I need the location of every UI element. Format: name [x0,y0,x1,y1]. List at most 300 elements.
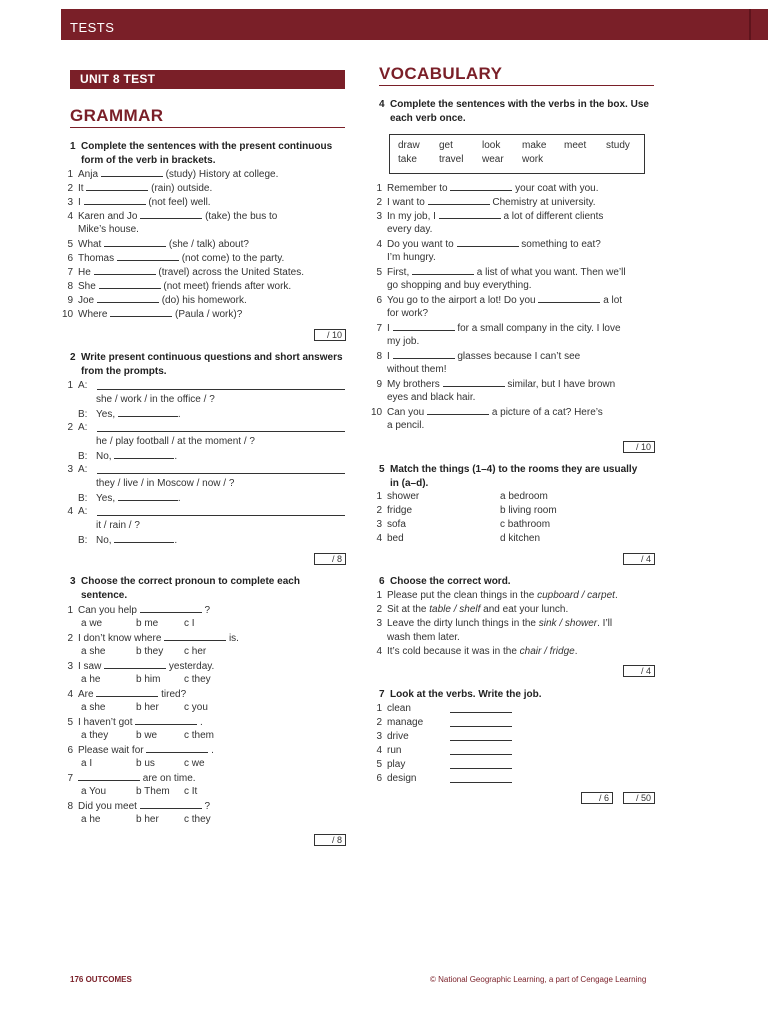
item-text: similar, but I have brown [507,379,616,390]
ex6-instructions [379,575,660,589]
ex6-item [371,645,577,659]
ex7-answer-line[interactable] [450,712,512,713]
item-text: a lot of different clients [503,211,604,222]
ex1-instruction-line2: form of the verb in brackets. [81,155,216,166]
item-text: Leave the dirty lunch things in the [387,618,539,629]
item-text: My brothers [387,379,440,390]
item-number: 5 [376,267,382,278]
box-word: travel [439,154,464,165]
ex7-answer-line[interactable] [450,782,512,783]
ex1-blank[interactable] [84,195,146,205]
short-answer-start: No, [96,451,112,462]
ex3-blank[interactable] [140,799,202,809]
option-c[interactable]: c we [184,758,205,769]
ex7-item [371,744,401,758]
item-text: are on time. [142,773,196,784]
item-text: Where [78,309,108,320]
ex1-item [62,195,211,210]
verb-text: play [387,759,406,770]
ex4-item [371,195,596,210]
ex1-item [62,279,291,294]
item-text: for a small company in the city. I love [457,323,621,334]
ex2-instruction-line2: from the prompts. [81,366,167,377]
item-text: something to eat? [521,239,601,250]
item-text: Anja [78,169,99,180]
ex4-blank[interactable] [427,405,489,415]
item-number: 4 [376,239,382,250]
option-b[interactable]: b we [136,730,158,741]
option-b[interactable]: b her [136,702,159,713]
ex7-item [371,716,423,730]
header-banner [61,9,768,40]
item-number: 5 [376,759,382,770]
ex2-short-answer-blank[interactable] [118,491,178,501]
total-score-box: / 50 [623,792,655,804]
item-number: 6 [376,773,382,784]
option-c[interactable]: c they [184,674,211,685]
ex5-room: b living room [500,505,557,516]
ex2-instruction-line1: Write present continuous questions and short answers [81,352,343,363]
item-text: a picture of a cat? Here’s [491,407,603,418]
word-choice[interactable]: cupboard / carpet [537,590,615,601]
option-b[interactable]: b her [136,814,159,825]
option-b[interactable]: b they [136,646,164,657]
item-text: (not meet) friends after work. [163,281,292,292]
option-c[interactable]: c you [184,702,208,713]
ex7-answer-line[interactable] [450,754,512,755]
ex1-instructions [70,140,351,168]
ex4-blank[interactable] [443,377,505,387]
ex3-instruction-line2: sentence. [81,590,128,601]
ex4-item [371,223,432,237]
ex3-item [62,631,239,646]
item-text: Are [78,689,94,700]
vocabulary-title: VOCABULARY [379,64,503,83]
ex4-instructions [379,98,660,126]
option-a[interactable]: a he [81,814,101,825]
ex4-blank[interactable] [428,195,490,205]
item-text: (not come) to the party. [181,253,285,264]
ex4-score-box: / 10 [623,441,655,453]
item-number: 2 [376,604,382,615]
ex2-line-a [62,379,96,393]
short-answer-start: Yes, [96,493,116,504]
item-text: I haven’t got [78,717,133,728]
item-number: 4 [376,646,382,657]
word-choice[interactable]: sink / shower [538,618,598,629]
item-text: (take) the bus to [205,211,278,222]
box-word: take [398,154,417,165]
ex2-prompt: it / rain / ? [96,520,140,531]
footer-copyright: © National Geographic Learning, a part of Cengage Learning [430,975,647,984]
footer-page-number: 176 OUTCOMES [70,975,132,984]
item-number: 3 [376,211,382,222]
item-number: 4 [67,689,73,700]
ex3-blank[interactable] [78,771,140,781]
box-word: look [482,140,501,151]
ex4-blank[interactable] [412,265,474,275]
speaker-a-label: A: [78,422,88,433]
item-text: (she / talk) about? [168,239,249,250]
option-a[interactable]: a he [81,674,101,685]
item-number: 9 [67,295,73,306]
item-text: I’m hungry. [387,252,436,263]
ex2-short-answer-blank[interactable] [114,533,174,543]
item-number: 4 [376,533,382,544]
ex4-item [371,321,621,336]
item-text: without them! [387,364,447,375]
banner-divider [749,9,751,40]
box-word: get [439,140,453,151]
option-a[interactable]: a they [81,730,109,741]
ex4-instruction-line2: each verb once. [390,113,466,124]
verb-text: drive [387,731,409,742]
unit-bar [70,70,345,89]
thing-text: shower [387,491,420,502]
ex1-instruction-line1: Complete the sentences with the present continuous [81,141,333,152]
ex7-instructions [379,688,660,702]
ex3-item [62,799,210,814]
short-answer-start: No, [96,535,112,546]
box-word: study [606,140,630,151]
ex3-item [62,659,214,674]
ex4-item [371,251,436,265]
ex5-room: a bedroom [500,491,548,502]
ex4-blank[interactable] [450,181,512,191]
ex7-number: 7 [379,689,385,700]
ex5-instruction-line2: in (a–d). [390,478,429,489]
item-text: What [78,239,102,250]
ex3-blank[interactable] [164,631,226,641]
ex6-item [371,589,618,603]
ex6-item [371,617,612,631]
ex7-score-box: / 6 [581,792,613,804]
ex5-thing [371,518,406,532]
option-a[interactable]: a You [81,786,107,797]
thing-text: sofa [387,519,406,530]
item-text: your coat with you. [515,183,599,194]
ex2-line-a [62,421,96,435]
item-number: 5 [67,239,73,250]
verb-text: design [387,773,417,784]
short-answer-start: Yes, [96,409,116,420]
item-text: and eat your lunch. [480,604,569,615]
ex4-blank[interactable] [439,209,501,219]
item-number: 3 [376,731,382,742]
header-title: TESTS [70,20,115,35]
item-text: You go to the airport a lot! Do you [387,295,536,306]
item-text: I saw [78,661,102,672]
item-text: I [387,351,390,362]
item-text: It [78,183,84,194]
item-text: Can you [387,407,425,418]
option-b[interactable]: b me [136,618,159,629]
box-word: make [522,140,547,151]
ex4-instruction-line1: Complete the sentences with the verbs in the box. Use [390,99,649,110]
ex3-score-box: / 8 [314,834,346,846]
item-text: First, [387,267,410,278]
option-b[interactable]: b him [136,674,161,685]
item-text: Did you meet [78,801,137,812]
item-text: I [78,197,81,208]
ex3-item [62,715,203,730]
item-number: 6 [376,295,382,306]
item-text: every day. [387,224,433,235]
ex4-item [371,363,446,377]
option-a[interactable]: a I [81,758,93,769]
ex2-short-answer-blank[interactable] [114,449,174,459]
ex4-item [371,181,599,196]
item-number: 4 [67,506,73,517]
ex2-line-b: B: Yes, . [78,409,181,420]
option-a[interactable]: a we [81,618,103,629]
grammar-rule [70,127,345,128]
item-text: Joe [78,295,95,306]
option-c[interactable]: c I [184,618,195,629]
item-text: Chemistry at university. [492,197,596,208]
item-number: 2 [376,197,382,208]
ex1-item [62,265,304,280]
ex2-line-b: B: Yes, . [78,493,181,504]
ex2-answer-line[interactable] [97,389,345,390]
item-number: 1 [67,605,73,616]
thing-text: bed [387,533,404,544]
item-text: Remember to [387,183,448,194]
item-text: yesterday. [168,661,215,672]
item-number: 7 [67,267,73,278]
ex3-blank[interactable] [140,603,202,613]
item-number: 2 [376,717,382,728]
item-text: In my job, I [387,211,436,222]
item-number: 4 [67,211,73,222]
ex6-number: 6 [379,576,385,587]
ex4-item [371,209,603,224]
ex4-blank[interactable] [393,349,455,359]
ex2-answer-line[interactable] [97,473,345,474]
item-text: a pencil. [387,420,425,431]
item-number: 1 [376,491,382,502]
verb-text: run [387,745,402,756]
box-word: meet [564,140,587,151]
item-number: 3 [67,464,73,475]
item-text: Mike’s house. [78,224,139,235]
ex3-instructions [70,575,351,603]
ex1-item [62,251,284,266]
ex5-thing [371,490,419,504]
ex2-prompt: he / play football / at the moment / ? [96,436,255,447]
ex3-number: 3 [70,576,76,587]
ex1-number: 1 [70,141,76,152]
ex7-item [371,758,405,772]
option-a[interactable]: a she [81,702,106,713]
item-text: I don’t know where [78,633,162,644]
option-c[interactable]: c they [184,814,211,825]
ex1-item [62,307,242,322]
item-text: is. [228,633,239,644]
item-text: . [614,590,618,601]
item-number: 3 [376,618,382,629]
item-number: 1 [376,590,382,601]
ex2-instructions [70,351,351,379]
item-number: 2 [67,183,73,194]
box-word: draw [398,140,420,151]
item-number: 8 [67,801,73,812]
ex3-blank[interactable] [96,687,158,697]
ex4-item [371,279,532,293]
item-text: (travel) across the United States. [158,267,304,278]
verb-word-box [389,134,645,174]
ex4-item [371,335,419,349]
ex4-item [371,405,603,420]
ex2-answer-line[interactable] [97,431,345,432]
ex4-item [371,265,626,280]
speaker-b-label: B: [78,493,88,504]
item-number: 3 [376,519,382,530]
option-a[interactable]: a she [81,646,106,657]
item-number: 6 [67,253,73,264]
item-text: tired? [161,689,187,700]
ex6-instruction-line: Choose the correct word. [390,576,511,587]
ex2-line-b: B: No, . [78,535,178,546]
ex4-item [371,293,622,308]
ex2-line-b: B: No, . [78,451,178,462]
item-text: I want to [387,197,425,208]
ex5-instruction-line1: Match the things (1–4) to the rooms they are usually [390,464,638,475]
item-number: 1 [376,703,382,714]
ex2-short-answer-blank[interactable] [118,407,178,417]
item-text: Please put the clean things in the [387,590,538,601]
item-text: (Paula / work)? [175,309,243,320]
item-text: . [200,717,203,728]
ex3-blank[interactable] [146,743,208,753]
ex4-blank[interactable] [393,321,455,331]
speaker-b-label: B: [78,409,88,420]
item-number: 7 [376,323,382,334]
ex1-blank[interactable] [97,293,159,303]
item-number: 3 [67,197,73,208]
option-c[interactable]: c her [184,646,207,657]
speaker-a-label: A: [78,380,88,391]
ex4-item [371,377,615,392]
ex7-answer-line[interactable] [450,726,512,727]
item-text: (not feel) well. [148,197,211,208]
vocabulary-rule [379,85,654,86]
verb-text: clean [387,703,411,714]
item-text: wash them later. [387,632,460,643]
item-number: 8 [67,281,73,292]
ex3-item [62,743,214,758]
ex1-blank[interactable] [99,279,161,289]
item-number: 9 [376,379,382,390]
option-b[interactable]: b us [136,758,155,769]
item-text: Thomas [78,253,115,264]
item-number: 8 [376,351,382,362]
ex2-prompt: they / live / in Moscow / now / ? [96,478,235,489]
ex7-item [371,730,409,744]
ex3-blank[interactable] [104,659,166,669]
item-number: 1 [67,169,73,180]
item-text: . I’ll [597,618,613,629]
item-number: 2 [67,422,73,433]
ex1-blank[interactable] [117,251,179,261]
ex1-blank[interactable] [104,237,166,247]
ex4-item [371,349,580,364]
ex1-blank[interactable] [86,181,148,191]
item-text: (do) his homework. [161,295,247,306]
item-number: 1 [67,380,73,391]
ex7-answer-line[interactable] [450,768,512,769]
item-text: ? [204,801,211,812]
ex2-number: 2 [70,352,76,363]
ex3-instruction-line1: Choose the correct pronoun to complete each [81,576,300,587]
item-text: (study) History at college. [165,169,279,180]
item-number: 6 [67,745,73,756]
item-text: She [78,281,96,292]
ex4-blank[interactable] [538,293,600,303]
item-text: my job. [387,336,420,347]
ex4-item [371,307,428,321]
item-text: Sit at the [387,604,430,615]
option-c[interactable]: c them [184,730,215,741]
item-text: for work? [387,308,429,319]
ex1-item [62,167,278,182]
ex6-score-box: / 4 [623,665,655,677]
ex1-blank[interactable] [140,209,202,219]
speaker-a-label: A: [78,464,88,475]
item-number: 2 [376,505,382,516]
ex1-blank[interactable] [94,265,156,275]
ex2-line-a [62,505,96,519]
item-text: He [78,267,91,278]
ex1-blank[interactable] [110,307,172,317]
box-word: wear [482,154,504,165]
word-choice[interactable]: table / shelf [429,604,481,615]
unit-label: UNIT 8 TEST [80,72,156,86]
item-number: 10 [62,309,74,320]
ex4-item [371,419,424,433]
item-text: ? [204,605,211,616]
speaker-a-label: A: [78,506,88,517]
word-choice[interactable]: chair / fridge [519,646,575,657]
item-number: 10 [371,407,383,418]
item-text: I [387,323,390,334]
ex3-item [62,771,196,786]
speaker-b-label: B: [78,451,88,462]
ex2-answer-line[interactable] [97,515,345,516]
ex4-item [371,391,475,405]
ex2-line-a [62,463,96,477]
item-number: 4 [376,745,382,756]
ex3-blank[interactable] [135,715,197,725]
ex7-item [371,772,416,786]
ex7-answer-line[interactable] [450,740,512,741]
item-number: 3 [67,661,73,672]
ex1-score-box: / 10 [314,329,346,341]
item-number: 2 [67,633,73,644]
ex1-blank[interactable] [101,167,163,177]
item-text: Do you want to [387,239,454,250]
item-number: 7 [67,773,73,784]
ex3-item [62,603,210,618]
ex4-blank[interactable] [457,237,519,247]
option-b[interactable]: b Them [136,786,170,797]
ex5-instructions [379,463,660,491]
ex5-room: d kitchen [500,533,541,544]
option-c[interactable]: c It [184,786,198,797]
ex1-item [62,293,247,308]
ex5-thing [371,504,412,518]
ex1-item [62,237,249,252]
